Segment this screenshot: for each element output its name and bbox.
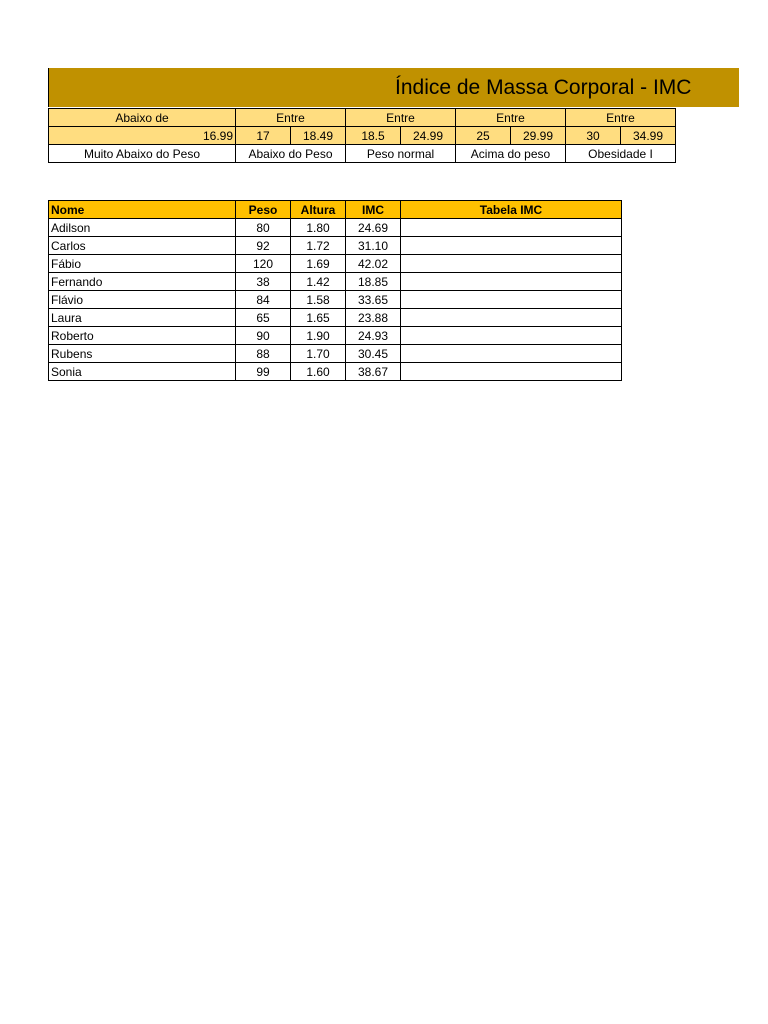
table-row xyxy=(49,291,622,309)
cell-peso[interactable]: 99 xyxy=(236,363,291,381)
cell-nome[interactable]: Roberto xyxy=(49,327,236,345)
cell-tabela-imc[interactable] xyxy=(401,291,622,309)
cell-imc[interactable]: 18.85 xyxy=(346,273,401,291)
range-header-cell[interactable]: Abaixo de xyxy=(49,109,236,127)
column-header-peso[interactable]: Peso xyxy=(236,201,291,219)
range-value-cell[interactable]: 34.99 xyxy=(621,127,676,145)
cell-peso[interactable]: 84 xyxy=(236,291,291,309)
cell-imc[interactable]: 24.93 xyxy=(346,327,401,345)
table-row xyxy=(49,273,622,291)
table-row xyxy=(49,237,622,255)
range-header-cell[interactable]: Entre xyxy=(236,109,346,127)
table-row xyxy=(49,219,622,237)
cell-tabela-imc[interactable] xyxy=(401,237,622,255)
cell-tabela-imc[interactable] xyxy=(401,327,622,345)
cell-peso[interactable]: 88 xyxy=(236,345,291,363)
cell-nome[interactable]: Rubens xyxy=(49,345,236,363)
cell-peso[interactable]: 92 xyxy=(236,237,291,255)
cell-nome[interactable]: Sonia xyxy=(49,363,236,381)
page-title: Índice de Massa Corporal - IMC xyxy=(395,76,692,99)
range-header-cell[interactable]: Entre xyxy=(346,109,456,127)
cell-altura[interactable]: 1.42 xyxy=(291,273,346,291)
cell-imc[interactable]: 30.45 xyxy=(346,345,401,363)
cell-altura[interactable]: 1.90 xyxy=(291,327,346,345)
range-value-cell[interactable]: 30 xyxy=(566,127,621,145)
title-band xyxy=(48,68,739,107)
cell-peso[interactable]: 38 xyxy=(236,273,291,291)
range-label-cell[interactable]: Muito Abaixo do Peso xyxy=(49,145,236,163)
range-label-cell[interactable]: Abaixo do Peso xyxy=(236,145,346,163)
range-value-cell[interactable]: 16.99 xyxy=(49,127,236,145)
range-header-cell[interactable]: Entre xyxy=(566,109,676,127)
range-value-cell[interactable]: 25 xyxy=(456,127,511,145)
range-label-cell[interactable]: Obesidade I xyxy=(566,145,676,163)
cell-altura[interactable]: 1.60 xyxy=(291,363,346,381)
cell-peso[interactable]: 65 xyxy=(236,309,291,327)
imc-data-table xyxy=(48,200,622,381)
imc-ranges-table xyxy=(48,108,676,163)
cell-tabela-imc[interactable] xyxy=(401,255,622,273)
cell-altura[interactable]: 1.58 xyxy=(291,291,346,309)
column-header-tabela-imc[interactable]: Tabela IMC xyxy=(401,201,622,219)
range-value-cell[interactable]: 29.99 xyxy=(511,127,566,145)
cell-nome[interactable]: Fábio xyxy=(49,255,236,273)
cell-tabela-imc[interactable] xyxy=(401,273,622,291)
cell-tabela-imc[interactable] xyxy=(401,219,622,237)
range-value-cell[interactable]: 18.5 xyxy=(346,127,401,145)
cell-altura[interactable]: 1.80 xyxy=(291,219,346,237)
cell-peso[interactable]: 120 xyxy=(236,255,291,273)
range-label-cell[interactable]: Acima do peso xyxy=(456,145,566,163)
cell-altura[interactable]: 1.65 xyxy=(291,309,346,327)
cell-altura[interactable]: 1.72 xyxy=(291,237,346,255)
range-value-cell[interactable]: 24.99 xyxy=(401,127,456,145)
cell-altura[interactable]: 1.70 xyxy=(291,345,346,363)
range-label-cell[interactable]: Peso normal xyxy=(346,145,456,163)
cell-altura[interactable]: 1.69 xyxy=(291,255,346,273)
cell-imc[interactable]: 33.65 xyxy=(346,291,401,309)
cell-tabela-imc[interactable] xyxy=(401,309,622,327)
cell-imc[interactable]: 23.88 xyxy=(346,309,401,327)
table-row xyxy=(49,345,622,363)
cell-peso[interactable]: 90 xyxy=(236,327,291,345)
cell-nome[interactable]: Laura xyxy=(49,309,236,327)
cell-peso[interactable]: 80 xyxy=(236,219,291,237)
table-row xyxy=(49,255,622,273)
cell-tabela-imc[interactable] xyxy=(401,363,622,381)
cell-imc[interactable]: 24.69 xyxy=(346,219,401,237)
table-row xyxy=(49,363,622,381)
table-row xyxy=(49,327,622,345)
table-row xyxy=(49,309,622,327)
cell-imc[interactable]: 31.10 xyxy=(346,237,401,255)
cell-nome[interactable]: Flávio xyxy=(49,291,236,309)
range-value-cell[interactable]: 18.49 xyxy=(291,127,346,145)
cell-imc[interactable]: 42.02 xyxy=(346,255,401,273)
cell-nome[interactable]: Carlos xyxy=(49,237,236,255)
column-header-altura[interactable]: Altura xyxy=(291,201,346,219)
cell-nome[interactable]: Adilson xyxy=(49,219,236,237)
cell-nome[interactable]: Fernando xyxy=(49,273,236,291)
range-value-cell[interactable]: 17 xyxy=(236,127,291,145)
range-header-cell[interactable]: Entre xyxy=(456,109,566,127)
cell-tabela-imc[interactable] xyxy=(401,345,622,363)
column-header-nome[interactable]: Nome xyxy=(49,201,236,219)
column-header-imc[interactable]: IMC xyxy=(346,201,401,219)
cell-imc[interactable]: 38.67 xyxy=(346,363,401,381)
